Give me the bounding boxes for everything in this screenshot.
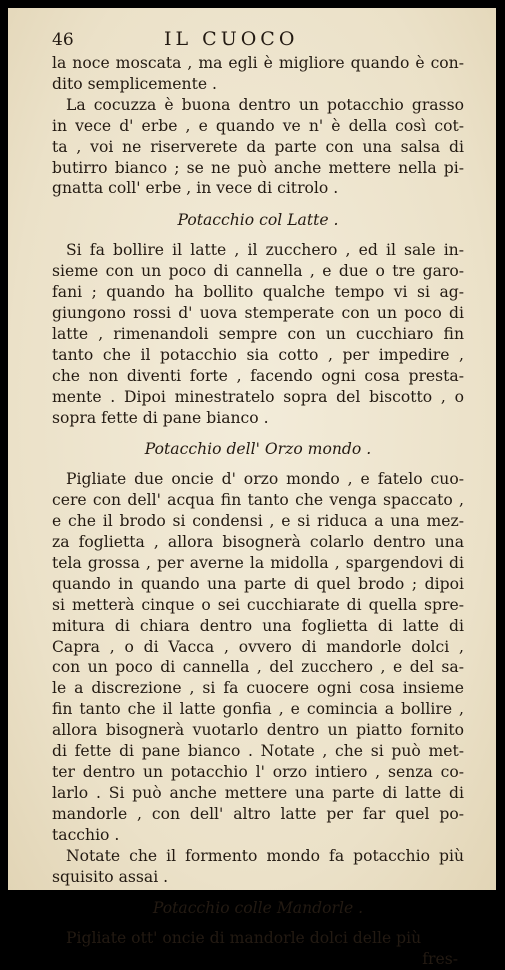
- text-line: allora bisognerà vuotarlo dentro un piatto fornito: [52, 721, 464, 740]
- section-heading: Potacchio dell' Orzo mondo .: [144, 440, 372, 459]
- text-line: sieme con un poco di cannella , e due o tre garo-: [52, 262, 464, 281]
- text-line: giungono rossi d' uova stemperate con un poco di: [52, 303, 464, 322]
- text-line: mandorle , con dell' altro latte per far quel po-: [52, 804, 464, 823]
- spacer: [52, 231, 464, 240]
- text-line: fani ; quando ha bollito qualche tempo vi si ag-: [52, 283, 464, 302]
- paragraph: [52, 240, 464, 428]
- paragraph: [52, 846, 464, 888]
- text-line: squisito assai .: [52, 867, 169, 886]
- page-header: [52, 28, 462, 54]
- running-title: IL CUOCO: [164, 28, 299, 50]
- spacer: [52, 460, 464, 469]
- section-heading: Potacchio colle Mandorle .: [152, 899, 364, 918]
- paragraph: [52, 469, 464, 845]
- text-line: Si fa bollire il latte , il zucchero , ed il sale in-: [66, 241, 464, 260]
- text-line: tacchio .: [52, 825, 120, 844]
- text-line: che non diventi forte , facendo ogni cosa presta-: [52, 366, 464, 385]
- text-line: ter dentro un potacchio l' orzo intiero , senza co-: [52, 763, 464, 781]
- catchword: fres-: [422, 950, 458, 969]
- text-line: tanto che il potacchio sia cotto , per impedire ,: [52, 345, 464, 364]
- text-line: latte , rimenandoli sempre con un cucchiaro fin: [52, 324, 464, 343]
- text-line: larlo . Si può anche mettere una parte di latte di: [52, 783, 464, 802]
- spacer: [52, 428, 464, 439]
- page-body: [52, 53, 464, 970]
- text-line: cere con dell' acqua fin tanto che venga spaccato ,: [52, 491, 464, 510]
- text-line: di fette di pane bianco . Notate , che si può met-: [52, 742, 464, 761]
- text-line: mente . Dipoi minestratelo sopra del biscotto , o: [52, 387, 464, 406]
- spacer: [52, 199, 464, 210]
- paragraph: [52, 53, 464, 95]
- paragraph: [52, 928, 464, 949]
- text-line: gnatta coll' erbe , in vece di citrolo .: [52, 179, 339, 198]
- text-line: con un poco di cannella , del zucchero , e del sa-: [52, 658, 464, 677]
- text-line: butirro bianco ; se ne può anche mettere nella pi-: [52, 158, 464, 177]
- text-line: fin tanto che il latte gonfia , e comincia a bollire ,: [52, 700, 464, 719]
- text-line: quando in quando una parte di quel brodo ; dipoi: [52, 574, 464, 593]
- paragraph: [52, 95, 464, 200]
- text-line: la noce moscata , ma egli è migliore quando è con-: [52, 54, 464, 72]
- text-line: ta , voi ne riserverete da parte con una salsa di: [52, 137, 464, 156]
- text-line: Notate che il formento mondo fa potacchio più: [66, 846, 464, 865]
- book-page: [8, 8, 496, 969]
- text-line: Pigliate due oncie d' orzo mondo , e fatelo cuo-: [66, 470, 464, 489]
- text-line: sopra fette di pane bianco .: [52, 408, 269, 427]
- text-line: Capra , o di Vacca , ovvero di mandorle dolci ,: [52, 637, 464, 656]
- text-line: e che il brodo si condensi , e si riduca a una mez-: [52, 512, 464, 531]
- text-line: dito semplicemente .: [52, 74, 217, 93]
- text-line: mitura di chiara dentro una foglietta di latte di: [52, 616, 464, 635]
- spacer: [52, 919, 464, 928]
- section-heading: Potacchio col Latte .: [177, 211, 339, 230]
- text-line: in vece d' erbe , e quando ve n' è della così cot-: [52, 116, 464, 135]
- spacer: [52, 887, 464, 898]
- text-line: si metterà cinque o sei cucchiarate di quella spre-: [52, 595, 464, 614]
- text-line: Pigliate ott' oncie di mandorle dolci delle più: [66, 929, 422, 948]
- text-line: le a discrezione , si fa cuocere ogni cosa insieme: [52, 679, 464, 698]
- text-line: La cocuzza è buona dentro un potacchio grasso: [66, 95, 464, 114]
- text-line: za foglietta , allora bisognerà colarlo dentro una: [52, 533, 464, 552]
- text-line: tela grossa , per averne la midolla , spargendovi di: [52, 553, 464, 572]
- page-number: 46: [52, 30, 74, 50]
